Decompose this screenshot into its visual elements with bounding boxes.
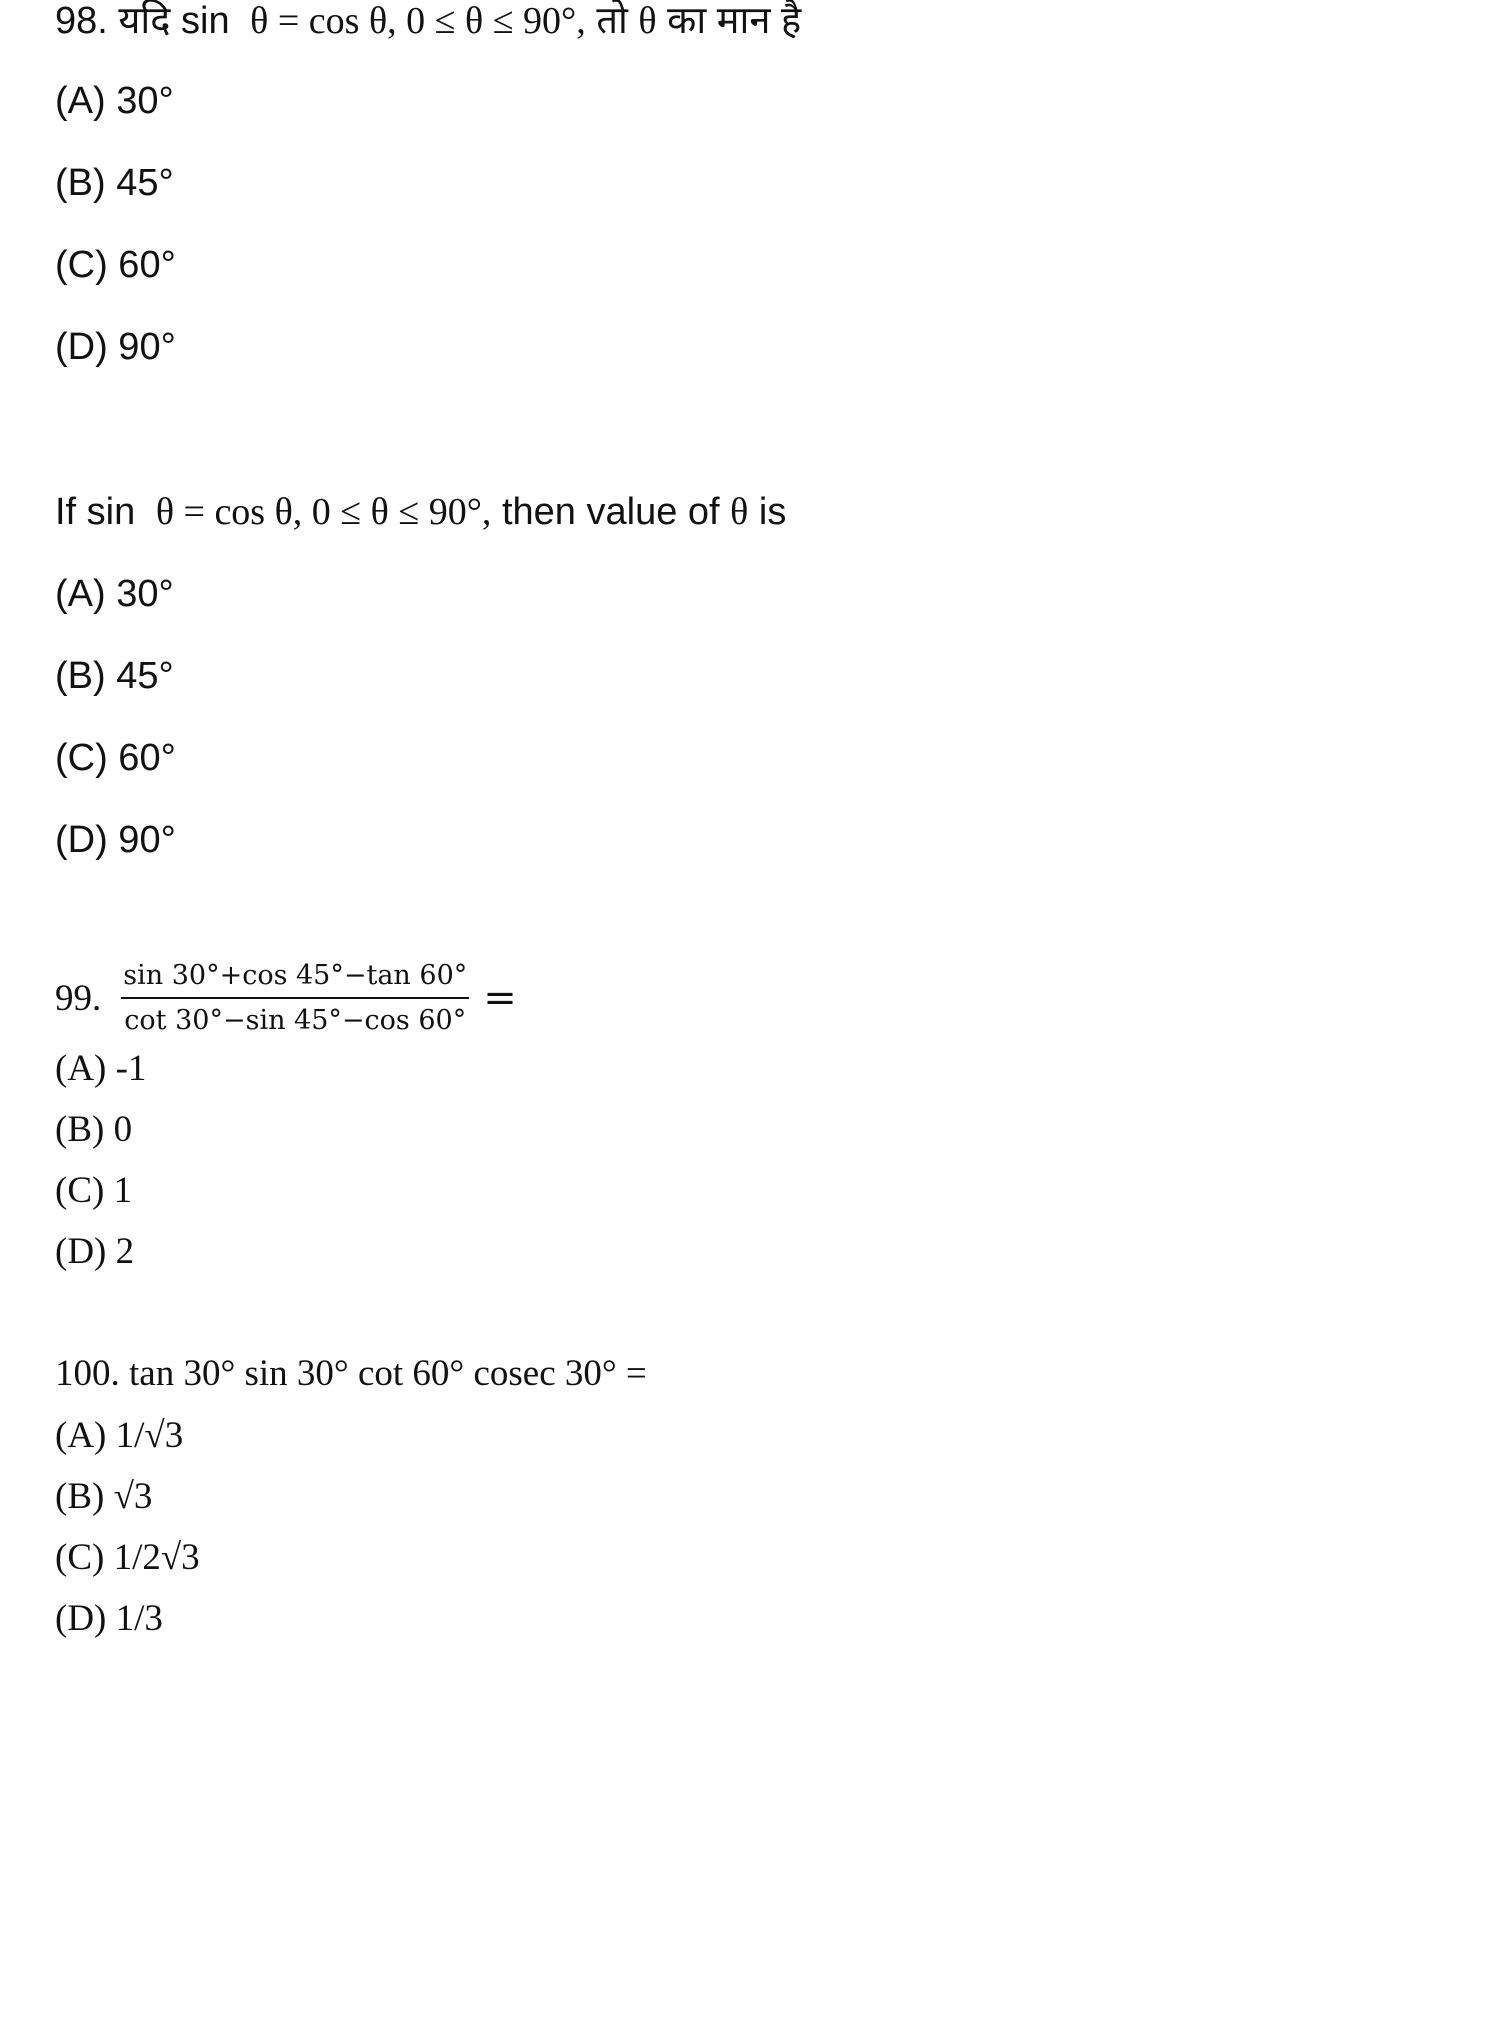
q98-hindi-option-a: (A) 30° [55,80,174,122]
q99-numerator: sin 30°+cos 45°−tan 60° [121,960,469,999]
q98-english-question [55,493,786,531]
q99-question [55,948,517,1048]
q98-english-option-a: (A) 30° [55,573,174,615]
q99-option-b: (B) 0 [55,1109,133,1150]
q98-hindi-question [55,2,801,40]
q99-number: 99. [55,977,102,1019]
q99-option-d: (D) 2 [55,1231,135,1272]
q99-option-c: (C) 1 [55,1170,133,1211]
q98-hindi-option-c: (C) 60° [55,244,176,286]
q100-option-b: (B) √3 [55,1476,153,1517]
q98-english-lead: If sin [55,491,136,533]
q98-english-theta: θ [730,491,749,533]
q98-english-option-c: (C) 60° [55,737,176,779]
q98-hindi-theta: θ [638,0,657,42]
q98-hindi-expression: θ = cos θ, 0 ≤ θ ≤ 90°, [250,0,586,42]
q100-option-a: (A) 1/√3 [55,1415,184,1456]
q100-option-d: (D) 1/3 [55,1598,163,1639]
q98-english-tail: is [758,491,787,533]
q98-hindi-option-b: (B) 45° [55,162,174,204]
q100-option-c: (C) 1/2√3 [55,1537,200,1578]
q98-hindi-word: तो [596,0,628,42]
q98-number: 98. [55,0,108,42]
q98-hindi-tail: का मान है [667,0,802,42]
q99-fraction [121,960,469,1036]
q100-question: 100. tan 30° sin 30° cot 60° cosec 30° = [55,1353,647,1394]
q99-equals: = [483,975,517,1021]
q98-english-option-d: (D) 90° [55,819,176,861]
q99-option-a: (A) -1 [55,1048,147,1089]
q98-english-middle: then value of [501,491,720,533]
q98-hindi-option-d: (D) 90° [55,326,176,368]
q99-denominator: cot 30°−sin 45°−cos 60° [124,1005,467,1036]
q98-english-option-b: (B) 45° [55,655,174,697]
q98-hindi-lead: यदि sin [118,0,230,42]
q98-english-expression: θ = cos θ, 0 ≤ θ ≤ 90°, [155,491,492,533]
